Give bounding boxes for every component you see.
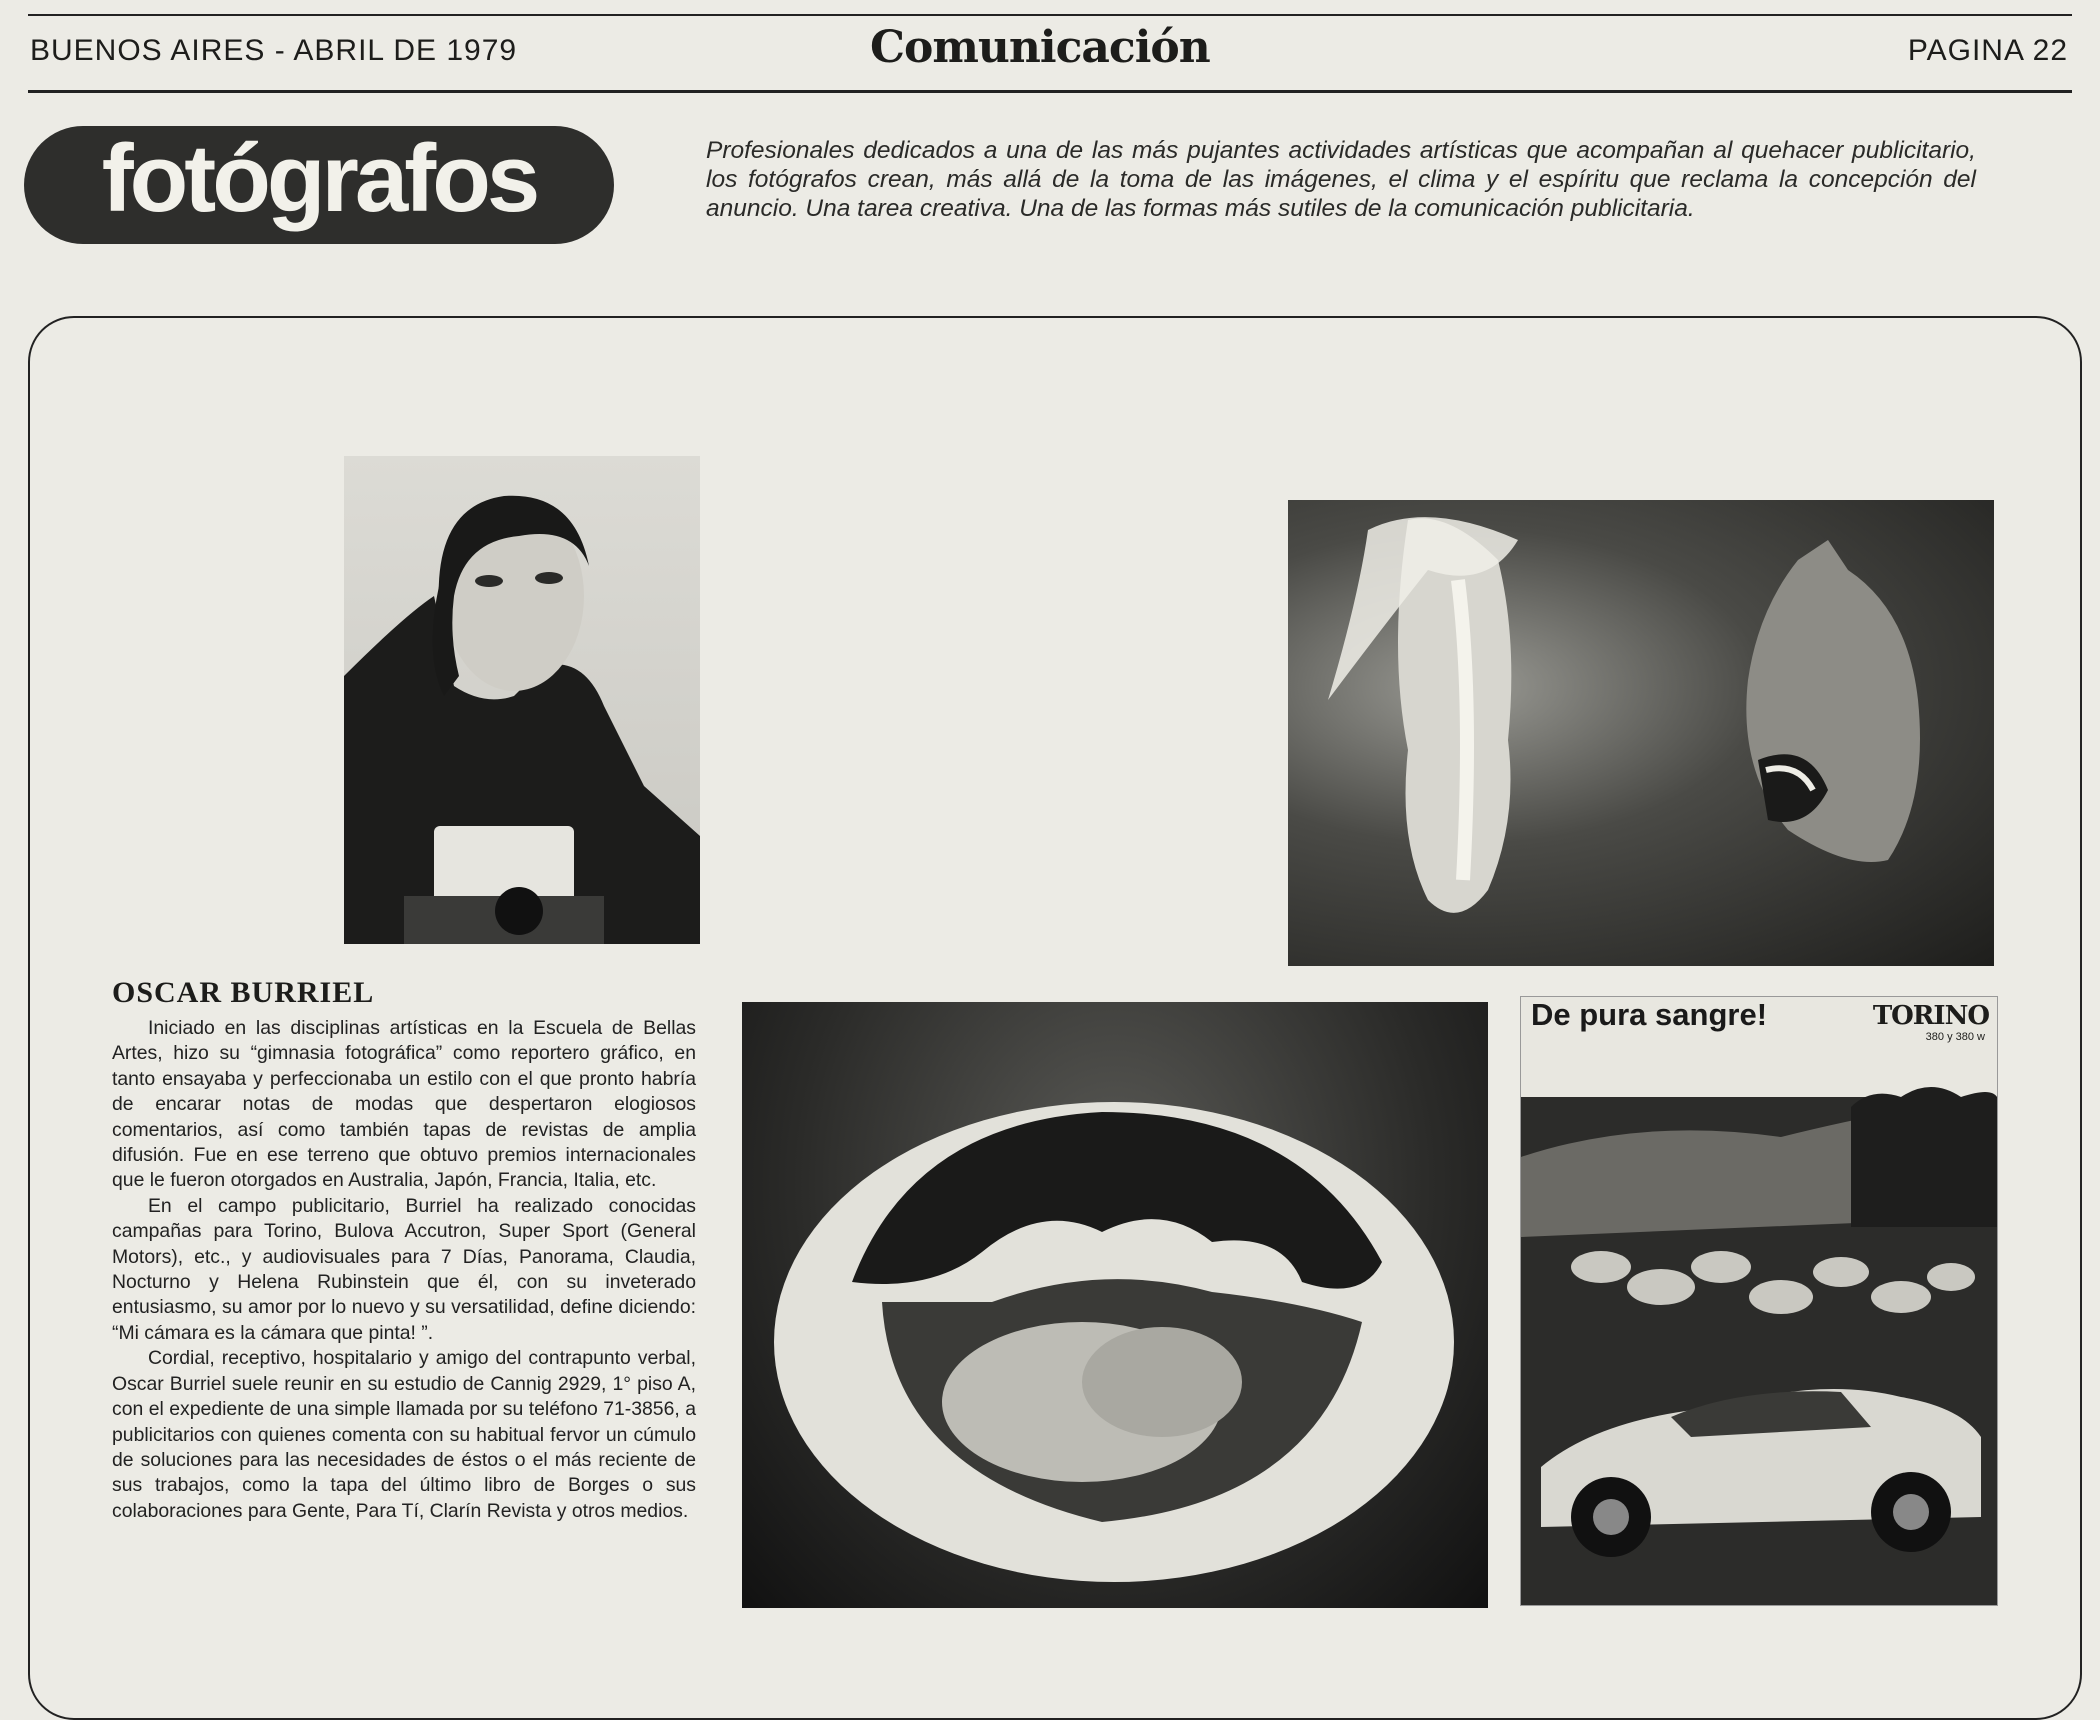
torino-ad: [1520, 996, 1998, 1606]
bio-paragraph: Iniciado en las disciplinas artísticas en la Escuela de Bellas Artes, hizo su “gimnasia fotográfica” como reportero gráfico, en tanto ensayaba y perfeccionaba un estilo con el que pronto habría de encarar notas de modas que despertaron elogiosos comentarios, así como también tapas de revistas de amplia difusión. Fue en ese terreno que obtuvo premios internacionales que le fueron otorgados en Australia, Japón, Francia, Italia, etc.: [112, 1017, 696, 1192]
section-title: fotógrafos: [101, 125, 537, 232]
header-rule: [28, 90, 2072, 93]
section-intro: Profesionales dedicados a una de las más pujantes actividades artísticas que acompañan al quehacer publicitario, los fotógrafos crean, más allá de la toma de las imágenes, el clima y el espíritu que reclama la concepción del anuncio. Una tarea creativa. Una de las formas más sutiles de la comunicación publicitaria.: [706, 137, 1976, 222]
ad-headline: De pura sangre!: [1531, 997, 1768, 1032]
location-date: BUENOS AIRES - ABRIL DE 1979: [30, 34, 518, 67]
section-title-badge: [24, 126, 614, 244]
portrait-photo: [344, 456, 700, 944]
horses-photo: [1288, 500, 1994, 966]
bio-paragraph: En el campo publicitario, Burriel ha realizado conocidas campañas para Torino, Bulova Accutron, Super Sport (General Motors), etc., y audiovisuales para 7 Días, Panorama, Claudia, Nocturno y Helena Rubinstein que él, con su inveterado entusiasmo, su amor por lo nuevo y su versatilidad, define diciendo: “Mi cámara es la cámara que pinta! ”.: [112, 1194, 696, 1344]
profile-name: OSCAR BURRIEL: [112, 976, 375, 1009]
profile-bio: [112, 1016, 696, 1524]
top-rule: [28, 14, 2072, 16]
ad-model: 380 y 380 w: [1925, 1031, 1985, 1043]
page-number: PAGINA 22: [1907, 34, 2068, 67]
masthead: Comunicación: [870, 22, 1210, 73]
egg-photo: [742, 1002, 1488, 1608]
bio-paragraph: Cordial, receptivo, hospitalario y amigo del contrapunto verbal, Oscar Burriel suele reunir en su estudio de Cannig 2929, 1° piso A, con el expediente de una simple llamada por su teléfono 71-3856, a publicitarios con quienes comenta con su habitual fervor un cúmulo de soluciones para las necesidades de éstos o el más reciente de sus trabajos, como la tapa del último libro de Borges o sus colaboraciones para Gente, Para Tí, Clarín Revista y otros medios.: [112, 1347, 696, 1522]
ad-brand-logo: TORINO: [1872, 1001, 1989, 1031]
